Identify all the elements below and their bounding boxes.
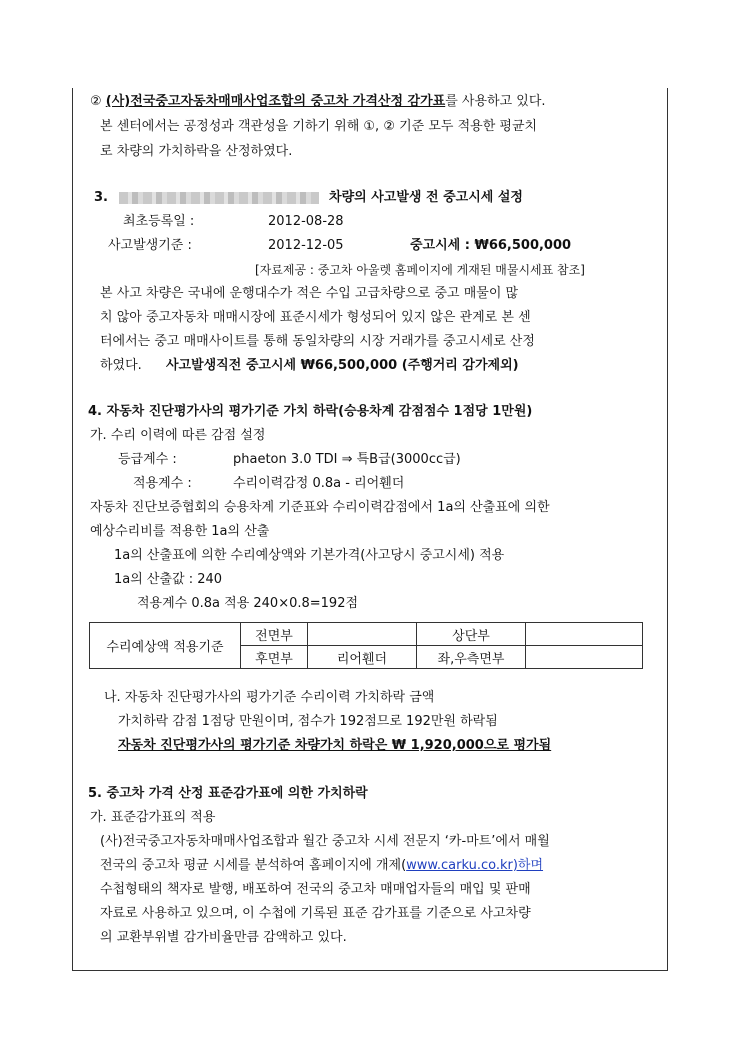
grade-coef-label: 등급계수 : — [118, 452, 177, 467]
s3-para-line-4 — [100, 358, 519, 374]
table-row-label: 수리예상액 적용기준 — [90, 623, 241, 669]
s3-para-line-1: 본 사고 차량은 국내에 운행대수가 적은 수입 고급차량으로 중고 매물이 많 — [100, 286, 519, 301]
s4-heading: 4. 자동차 진단평가사의 평가기준 가치 하락(승용차계 감점점수 1점당 1만원) — [88, 404, 533, 419]
s4-para-line-4: 1a의 산출값 : 240 — [114, 572, 223, 587]
table-cell-front-value — [308, 623, 417, 646]
s4-b-para: 가치하락 감점 1점당 만원이며, 점수가 192점므로 192만원 하락됨 — [118, 714, 498, 729]
s3-para-line-2: 치 않아 중고자동차 매매시장에 표준시세가 형성되어 있지 않은 관계로 본 센 — [100, 310, 531, 325]
table-cell-side-value — [526, 646, 643, 669]
used-car-price: 중고시세 : ₩66,500,000 — [410, 238, 572, 253]
table-cell-front: 전면부 — [241, 623, 308, 646]
s3-heading-text: 차량의 사고발생 전 중고시세 설정 — [329, 190, 523, 205]
s5-para-line-5: 의 교환부위별 감가비율만큼 감액하고 있다. — [100, 930, 347, 945]
s4-para-line-3: 1a의 산출표에 의한 수리예상액와 기본가격(사고당시 중고시세) 적용 — [114, 548, 505, 563]
intro-org: (사)전국중고자동차매매사업조합의 중고차 가격산정 감가표 — [105, 94, 446, 109]
intro-suffix: 를 사용하고 있다. — [445, 94, 546, 109]
s5-para-line-4: 자료로 사용하고 있으며, 이 수첩에 기록된 표준 감가표를 기준으로 사고차량 — [100, 906, 531, 921]
s3-number: 3. — [94, 190, 108, 205]
s3-para-line-3: 터에서는 중고 매매사이트를 통해 동일차량의 시장 거래가를 중고시세로 산정 — [100, 334, 535, 349]
redacted-vehicle-name — [119, 192, 319, 204]
apply-coef-value: 수리이력감정 0.8a - 리어휀더 — [233, 476, 405, 491]
s4-para-line-2: 예상수리비를 적용한 1a의 산출 — [90, 524, 270, 539]
table-cell-rear: 후면부 — [241, 646, 308, 669]
s5-a-title: 가. 표준감가표의 적용 — [90, 810, 216, 825]
accident-date-value: 2012-12-05 — [268, 238, 344, 253]
s5-para-line-1: (사)전국중고자동차매매사업조합과 월간 중고차 시세 전문지 ‘카-마트’에서 매월 — [100, 834, 550, 849]
apply-coef-label: 적용계수 : — [133, 476, 192, 491]
table-cell-side: 좌,우측면부 — [417, 646, 526, 669]
intro-line-2: 본 센터에서는 공정성과 객관성을 기하기 위해 ①, ② 기준 모두 적용한 평균치 — [100, 119, 538, 134]
repair-estimate-table — [89, 622, 643, 669]
pre-accident-price: 사고발생직전 중고시세 ₩66,500,000 (주행거리 감가제외) — [165, 358, 519, 373]
s5-para-line-2-text: 전국의 중고차 평균 시세를 분석하여 홈페이지에 개제( — [100, 858, 407, 873]
s5-heading: 5. 중고차 가격 산정 표준감가표에 의한 가치하락 — [88, 786, 368, 801]
table-row — [90, 623, 643, 646]
s4-para-line-1: 자동차 진단보증협회의 승용차계 기준표와 수리이력감점에서 1a의 산출표에 의한 — [90, 500, 550, 515]
carku-link[interactable]: www.carku.co.kr)하며 — [406, 858, 544, 873]
s4-b-result: 자동차 진단평가사의 평가기준 차량가치 하락은 ₩ 1,920,000으로 평가됨 — [118, 738, 552, 753]
accident-date-label: 사고발생기준 : — [108, 238, 192, 253]
table-cell-top: 상단부 — [417, 623, 526, 646]
intro-line-1 — [90, 94, 546, 110]
intro-line-3: 로 차량의 가치하락을 산정하였다. — [100, 144, 293, 159]
circled-2: ② — [90, 94, 106, 109]
s4-a-title: 가. 수리 이력에 따른 감점 설정 — [90, 428, 266, 443]
price-source-note: [자료제공 : 중고차 아울렛 홈페이지에 게재된 매물시세표 참조] — [255, 263, 585, 277]
s4-para-line-5: 적용계수 0.8a 적용 240×0.8=192점 — [137, 596, 359, 611]
reg-date-value: 2012-08-28 — [268, 214, 344, 229]
table-cell-rear-value: 리어휀더 — [308, 646, 417, 669]
table-cell-top-value — [526, 623, 643, 646]
s5-para-line-3: 수첩형태의 책자로 발행, 배포하여 전국의 중고차 매매업자들의 매입 및 판매 — [100, 882, 531, 897]
s4-b-title: 나. 자동차 진단평가사의 평가기준 수리이력 가치하락 금액 — [104, 690, 435, 705]
s5-para-line-2 — [100, 858, 543, 874]
grade-coef-value: phaeton 3.0 TDI ⇒ 특B급(3000cc급) — [233, 452, 461, 467]
s3-heading — [94, 190, 523, 206]
reg-date-label: 최초등록일 : — [123, 214, 195, 229]
s3-para-prefix: 하였다. — [100, 358, 142, 373]
